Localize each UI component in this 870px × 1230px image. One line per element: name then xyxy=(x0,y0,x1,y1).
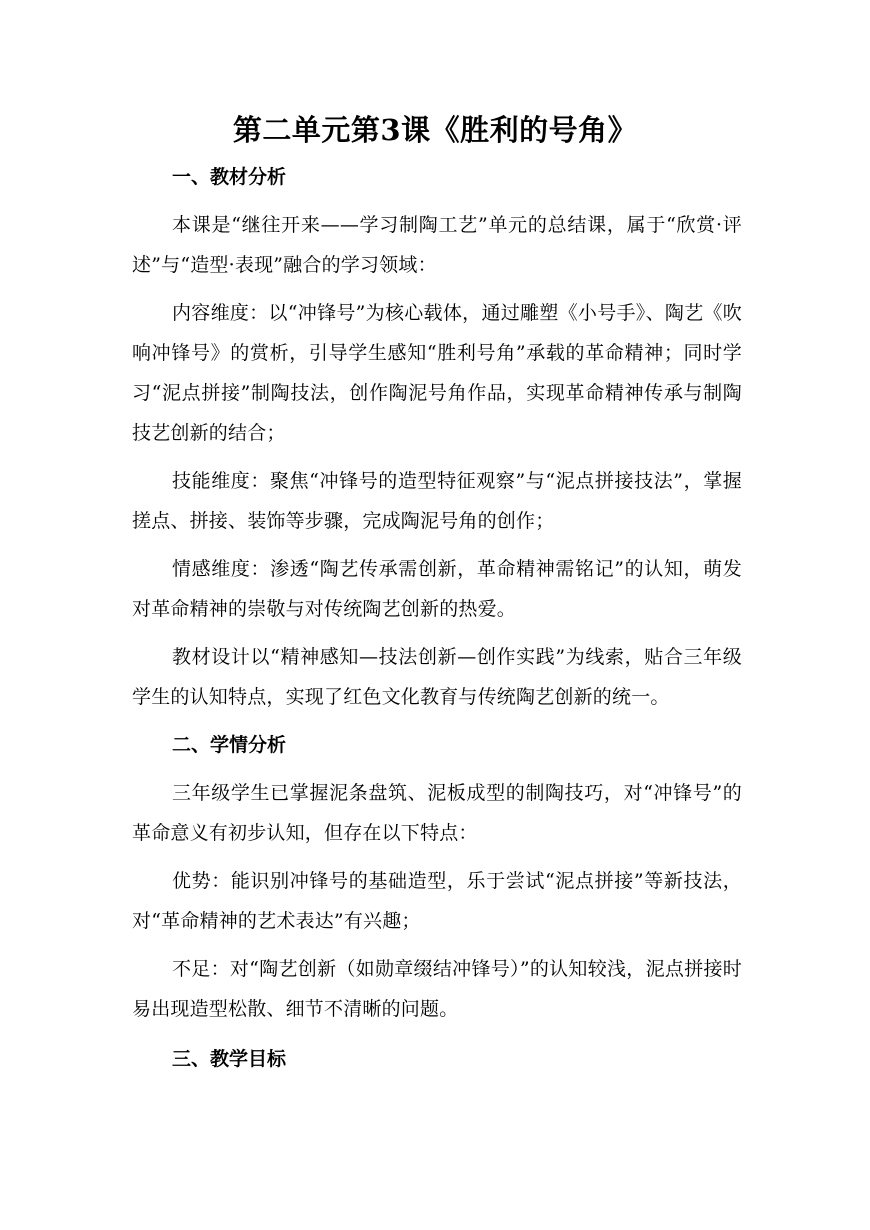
section-heading-student-analysis: 二、学情分析 xyxy=(172,734,287,756)
section-heading-teaching-goals: 三、教学目标 xyxy=(172,1048,287,1070)
paragraph: 技能维度：聚焦“冲锋号的造型特征观察”与“泥点拼接技法”，掌握搓点、拼接、装饰等步骤，完成陶泥号角的创作； xyxy=(132,470,742,532)
paragraph: 三年级学生已掌握泥条盘筑、泥板成型的制陶技巧，对“冲锋号”的革命意义有初步认知，但存在以下特点： xyxy=(132,782,742,844)
paragraph: 本课是“继往开来——学习制陶工艺”单元的总结课，属于“欣赏·评述”与“造型·表现”融合的学习领域： xyxy=(132,214,742,276)
paragraph: 内容维度：以“冲锋号”为核心载体，通过雕塑《小号手》、陶艺《吹响冲锋号》的赏析，引导学生感知“胜利号角”承载的革命精神；同时学习“泥点拼接”制陶技法，创作陶泥号角作品，实现革命精神传承与制陶技艺创新的结合； xyxy=(132,302,742,444)
document-title: 第二单元第3课《胜利的号角》 xyxy=(232,113,638,147)
paragraph: 优势：能识别冲锋号的基础造型，乐于尝试“泥点拼接”等新技法，对“革命精神的艺术表达”有兴趣； xyxy=(132,870,742,932)
paragraph: 教材设计以“精神感知—技法创新—创作实践”为线索，贴合三年级学生的认知特点，实现了红色文化教育与传统陶艺创新的统一。 xyxy=(132,646,742,708)
section-heading-textbook-analysis: 一、教材分析 xyxy=(172,166,287,188)
paragraph: 不足：对“陶艺创新（如勋章缀结冲锋号）”的认知较浅，泥点拼接时易出现造型松散、细节不清晰的问题。 xyxy=(132,958,742,1020)
paragraph: 情感维度：渗透“陶艺传承需创新，革命精神需铭记”的认知，萌发对革命精神的崇敬与对传统陶艺创新的热爱。 xyxy=(132,558,742,620)
document-body xyxy=(132,157,742,1087)
